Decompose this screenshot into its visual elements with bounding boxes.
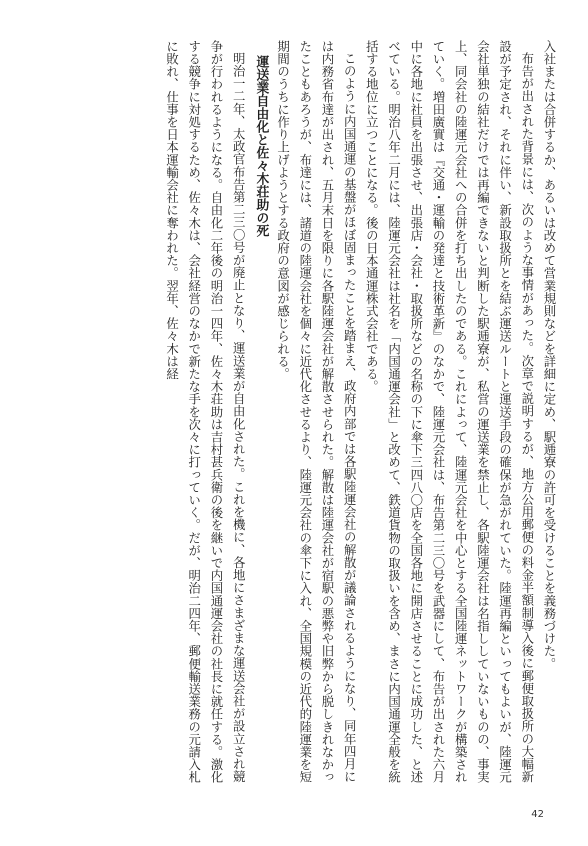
vertical-text-body	[40, 40, 560, 790]
paragraph: 明治一二年、太政官布告第二三〇号が廃止となり、運送業が自由化された。これを機に、各地にさまざまな運送会社が設立され競争が行われるようになる。自由化二年後の明治一四年、佐々木荘助は吉村甚兵衛の後を継いで内国通運会社の社長に就任する。激化する競争に対処するため、佐々木は、会社経営のなかで新たな手を次々に打っていく。だが、明治二四年、郵便輸送業務の元請入札に敗れ、仕事を日本運輸会社に奪われた。翌年、佐々木は経	[164, 40, 247, 784]
paragraph: このように内国通運の基盤がほぼ固まったことを踏まえ、政府内部では各駅陸運会社の解散が議論されるようになり、同年四月には内務省布達が出され、五月末日を限りに各駅陸運会社が解散させられた。解散は陸運会社が宿駅の悪弊や旧弊から脱しきれなかったこともあろうが、布達には、諸道の陸運会社を個々に近代化させるより、陸運元会社の傘下に入れ、全国規模の近代的陸運業を短期間のうちに作り上げようとする政府の意図が感じられる。	[275, 40, 358, 784]
page-number: 42	[531, 809, 544, 820]
paragraph: 布告が出された背景には、次のような事情があった。次章で説明するが、地方公用郵便の料金半額制導入後に郵便取扱所の大幅新設が予定され、それに伴い、新設取扱所とを結ぶ運送ルートと運送手段の確保が急がれていた。陸運再編といってもよいが、陸運元会社単独の結社だけでは再編できないと判断した駅逓寮が、私営の運送業を禁止し、各駅陸運会社は名指ししていないものの、事実上、同会社の陸運元会社への合併を打ち出したのである。これによって、陸運元会社を中心とする全国陸運ネットワークが構築されていく。増田廣實は『交通・運輸の発達と技術革新』のなかで、陸運元会社は、布告第二三〇号を武器にして、布告が出された六月中に各地に社員を出張させ、出張店・会社・取扱所などの名称の下に傘下三四八〇店を全国各地に開店させることに成功した、と述べている。明治八年二月には、陸運元会社は社名を「内国通運会社」と改めて、鉄道貨物の取扱いを含め、まさに内国通運全般を統括する地位に立つことになる。後の日本通運株式会社である。	[364, 40, 535, 784]
paragraph: 入社または合併するか、あるいは改めて営業規則などを詳細に定め、駅逓寮の許可を受けることを義務づけた。	[542, 40, 557, 670]
section-heading: 運送業自由化と佐々木荘助の死	[253, 55, 269, 238]
